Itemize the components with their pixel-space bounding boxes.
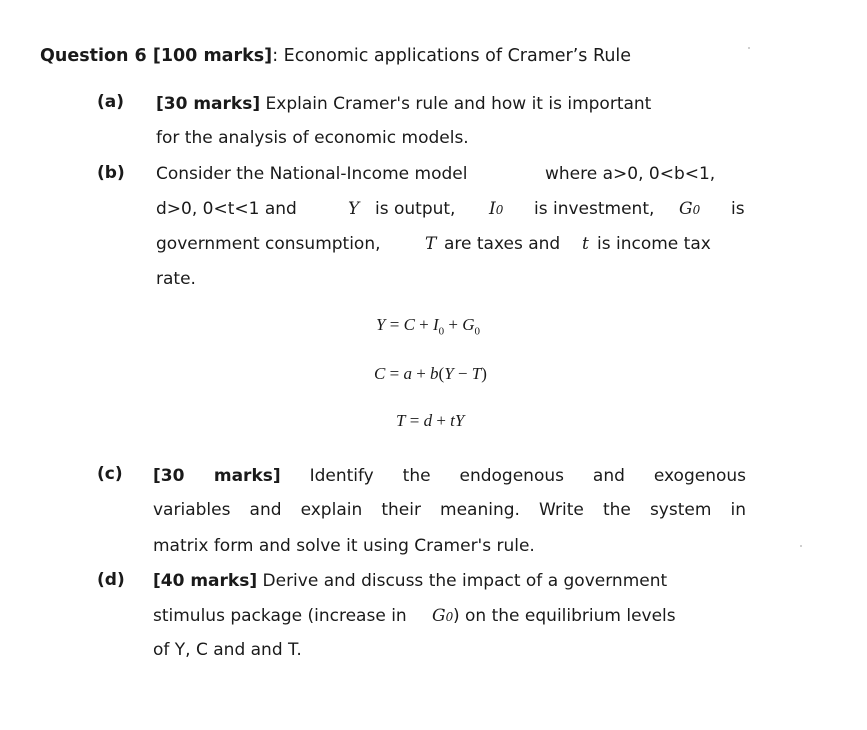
part-c-line-3: matrix form and solve it using Cramer's rule. <box>153 536 535 556</box>
equation-income: $Y = C + I_0 + G_0$ <box>376 315 481 338</box>
part-d-line-2a: stimulus package (increase in <box>153 606 407 626</box>
part-b-line-1a: Consider the National-Income model <box>156 164 468 184</box>
var-G0-d: G0 <box>432 606 454 626</box>
part-d-marks: [40 marks] <box>153 571 258 591</box>
scan-speck <box>748 47 750 49</box>
part-d-line-2b: ) on the equilibrium levels <box>453 606 676 626</box>
part-b-line-3b: are taxes and <box>444 234 561 254</box>
equation-consumption: C = a + b(Y − T) <box>374 364 487 383</box>
var-Y: Y <box>348 199 360 219</box>
equation-taxes: T = d + tY <box>396 411 465 430</box>
scan-speck <box>800 545 802 547</box>
question-topic: : Economic applications of Cramer’s Rule <box>272 46 632 66</box>
part-b-label: (b) <box>97 163 125 183</box>
var-I0: I0 <box>489 199 504 219</box>
part-c-text-1: Identify the endogenous and exogenous <box>280 466 746 486</box>
part-b-line-4: rate. <box>156 269 196 289</box>
part-b-line-3a: government consumption, <box>156 234 381 254</box>
var-G0: G0 <box>679 199 701 219</box>
part-b-line-2b: is output, <box>375 199 456 219</box>
part-d-line-1 <box>153 571 746 591</box>
question-number: Question 6 [100 marks] <box>40 46 273 66</box>
part-b-line-1b: where a>0, 0<b<1, <box>545 164 716 184</box>
var-t: t <box>582 234 589 254</box>
var-T: T <box>425 234 437 254</box>
part-c-marks: [30 marks] <box>153 466 281 486</box>
part-a-label: (a) <box>97 92 125 112</box>
part-c-line-2: variables and explain their meaning. Write the system in <box>153 500 746 520</box>
part-b-line-2a: d>0, 0<t<1 and <box>156 199 297 219</box>
question-title <box>40 46 631 66</box>
part-b-line-2c: is investment, <box>534 199 655 219</box>
part-a-line-1 <box>156 94 748 114</box>
part-b-line-3c: is income tax <box>597 234 711 254</box>
part-d-line-3: of Y, C and and T. <box>153 640 302 660</box>
part-b-line-2d: is <box>731 199 745 219</box>
part-a-text-1: Explain Cramer's rule and how it is important <box>260 94 652 114</box>
part-a-marks: [30 marks] <box>156 94 261 114</box>
part-c-label: (c) <box>97 464 123 484</box>
part-d-label: (d) <box>97 570 125 590</box>
part-c-line-1 <box>153 466 746 486</box>
part-d-text-1: Derive and discuss the impact of a government <box>257 571 668 591</box>
part-a-line-2: for the analysis of economic models. <box>156 128 469 148</box>
